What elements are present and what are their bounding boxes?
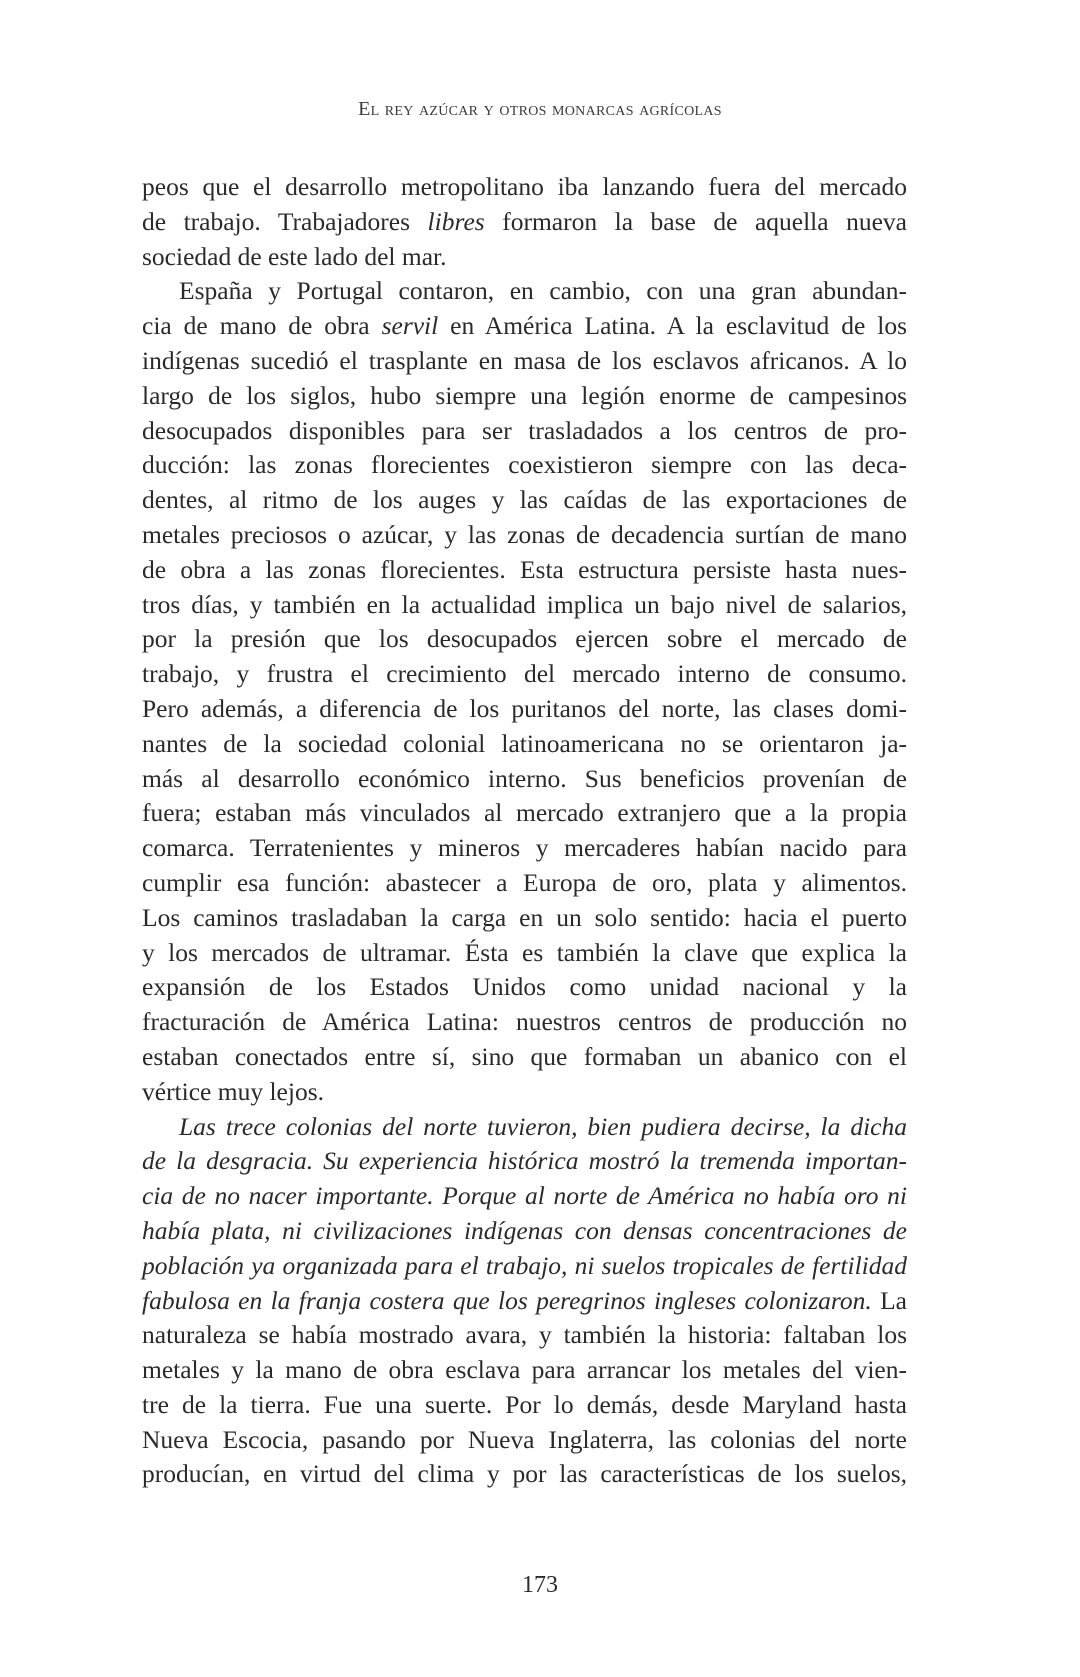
text-line: expansión de los Estados Unidos como unidad nacional y la: [142, 972, 907, 1002]
text-line: [142, 1110, 907, 1145]
text-line: Pero además, a diferencia de los puritanos del norte, las clases domi-: [142, 693, 907, 723]
paragraph: [142, 170, 907, 274]
text-line: de trabajo. Trabajadores libres formaron la base de aquella nueva: [142, 206, 907, 236]
text-line: vértice muy lejos.: [142, 1076, 324, 1106]
text-line: tre de la tierra. Fue una suerte. Por lo demás, desde Maryland hasta: [142, 1389, 907, 1419]
text-line: sociedad de este lado del mar.: [142, 241, 447, 271]
text-line: por la presión que los desocupados ejercen sobre el mercado de: [142, 624, 907, 654]
text-line: fuera; estaban más vinculados al mercado extranjero que a la propia: [142, 798, 907, 828]
text-line: [142, 1214, 907, 1249]
text-line: fabulosa en la franja costera que los peregrinos ingleses colonizaron. La: [142, 1285, 907, 1315]
text-line: desocupados disponibles para ser trasladados a los centros de pro-: [142, 415, 907, 445]
text-line: España y Portugal contaron, en cambio, con una gran abundan-: [179, 276, 907, 306]
text-line: [142, 1144, 907, 1179]
text-line: naturaleza se había mostrado avara, y también la historia: faltaban los: [142, 1320, 907, 1350]
italic-emphasis: de la desgracia. Su experiencia histórica mostró la tremenda importan-: [142, 1146, 907, 1176]
text-line: cumplir esa función: abastecer a Europa de oro, plata y alimentos.: [142, 867, 907, 897]
italic-emphasis: Las trece colonias del norte tuvieron, bien pudiera decirse, la dicha: [179, 1111, 907, 1141]
text-line: Nueva Escocia, pasando por Nueva Inglaterra, las colonias del norte: [142, 1424, 907, 1454]
text-line: peos que el desarrollo metropolitano iba lanzando fuera del mercado: [142, 172, 907, 201]
italic-emphasis: libres: [427, 206, 485, 236]
italic-emphasis: población ya organizada para el trabajo, ni suelos tropicales de fertilidad: [142, 1250, 907, 1280]
running-head-title: El rey azúcar y otros monarcas agrícolas: [358, 98, 722, 120]
page-number: 173: [522, 1572, 558, 1598]
italic-emphasis: fabulosa en la franja costera que los peregrinos ingleses colonizaron.: [142, 1285, 872, 1315]
text-line: cia de mano de obra servil en América Latina. A la esclavitud de los: [142, 311, 907, 341]
text-line: y los mercados de ultramar. Ésta es también la clave que explica la: [142, 937, 907, 967]
text-line: estaban conectados entre sí, sino que formaban un abanico con el: [142, 1041, 907, 1071]
text-line: metales y la mano de obra esclava para arrancar los metales del vien-: [142, 1355, 907, 1385]
text-line: de obra a las zonas florecientes. Esta estructura persiste hasta nues-: [142, 554, 907, 584]
text-line: trabajo, y frustra el crecimiento del mercado interno de consumo.: [142, 659, 907, 689]
text-line: [142, 1249, 907, 1284]
text-line: [142, 1179, 907, 1214]
text-line: largo de los siglos, hubo siempre una legión enorme de campesinos: [142, 380, 907, 410]
text-line: dentes, al ritmo de los auges y las caídas de las exportaciones de: [142, 485, 907, 515]
text-line: más al desarrollo económico interno. Sus beneficios provenían de: [142, 763, 907, 793]
text-line: fracturación de América Latina: nuestros centros de producción no: [142, 1007, 907, 1037]
paragraph: [142, 1110, 907, 1493]
italic-emphasis: cia de no nacer importante. Porque al norte de América no había oro ni: [142, 1181, 907, 1211]
text-line: tros días, y también en la actualidad implica un bajo nivel de salarios,: [142, 589, 907, 619]
text-line: ducción: las zonas florecientes coexistieron siempre con las deca-: [142, 450, 907, 480]
text-line: metales preciosos o azúcar, y las zonas de decadencia surtían de mano: [142, 519, 907, 549]
italic-emphasis: servil: [381, 311, 439, 341]
text-line: indígenas sucedió el trasplante en masa de los esclavos africanos. A lo: [142, 345, 907, 375]
italic-emphasis: había plata, ni civilizaciones indígenas con densas concentraciones de: [142, 1215, 907, 1245]
paragraph: [142, 274, 907, 1109]
text-line: Los caminos trasladaban la carga en un solo sentido: hacia el puerto: [142, 902, 907, 932]
text-line: producían, en virtud del clima y por las características de los suelos,: [142, 1459, 907, 1489]
text-line: nantes de la sociedad colonial latinoamericana no se orientaron ja-: [142, 728, 907, 758]
body-text: [142, 170, 907, 1492]
text-line: comarca. Terratenientes y mineros y mercaderes habían nacido para: [142, 833, 907, 863]
